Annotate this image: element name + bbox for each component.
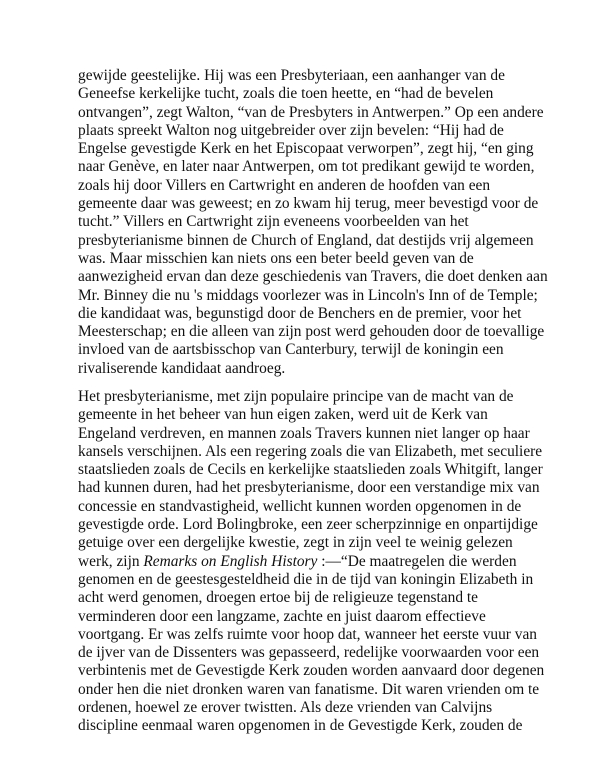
text-line xyxy=(78,570,534,589)
text-line xyxy=(78,662,545,680)
text-line xyxy=(78,286,538,305)
text-segment: onder hen die niet dronken waren van fanatisme. Dit waren vrienden om te xyxy=(78,680,540,698)
text-segment: was. Maar misschien kan niets ons een beter beeld geven van de xyxy=(78,249,474,267)
text-segment: aanwezigheid ervan dan deze geschiedenis van Travers, die doet denken aan xyxy=(78,268,548,286)
text-segment: discipline eenmaal waren opgenomen in de Gevestigde Kerk, zouden de xyxy=(78,717,523,735)
text-segment: ordenen, hoewel ze erover twistten. Als deze vrienden van Calvijns xyxy=(78,699,493,717)
text-segment: werk, zijn xyxy=(78,552,144,570)
text-line xyxy=(78,268,548,286)
text-line xyxy=(78,717,526,735)
text-line xyxy=(78,680,540,699)
text-segment: presbyterianisme binnen de Church of England, dat destijds vrij algemeen xyxy=(78,231,534,249)
text-segment: verbintenis met de Gevestigde Kerk zouden worden aanvaard door degenen xyxy=(78,662,545,680)
text-line xyxy=(78,195,539,213)
text-line xyxy=(78,516,538,534)
text-segment: genomen en de geestesgesteldheid die in de tijd van koningin Elizabeth in xyxy=(78,570,534,588)
text-segment: had kunnen duren, had het presbyterianisme, door een verstandige mix van xyxy=(78,479,540,497)
text-line xyxy=(78,534,526,552)
text-line xyxy=(78,158,535,176)
text-segment: plaats spreekt Walton nog uitgebreider over zijn bevelen: “Hij had de xyxy=(78,121,504,139)
text-line xyxy=(78,644,540,662)
text-line xyxy=(78,699,526,717)
text-line xyxy=(78,424,530,443)
text-segment: rivaliserende kandidaat aandroeg. xyxy=(78,359,286,377)
text-line xyxy=(78,360,526,378)
text-segment: zoals hij door Villers en Cartwright en anderen de hoofden van een xyxy=(78,176,491,194)
text-line xyxy=(78,608,526,626)
text-line xyxy=(78,122,526,140)
text-segment: invloed van de aartsbisschop van Canterbury, terwijl de koningin een xyxy=(78,341,504,359)
text-segment: staatslieden zoals de Cecils en kerkelijke staatslieden zoals Whitgift, langer xyxy=(78,461,543,479)
paragraph-1 xyxy=(78,67,548,378)
text-segment: gewijde geestelijke. Hij was een Presbyteriaan, een aanhanger van de xyxy=(78,67,505,84)
text-line xyxy=(78,323,545,341)
text-segment: Meesterschap; en die alleen van zijn post werd gehouden door de toevallige xyxy=(78,323,545,341)
text-line xyxy=(78,406,526,424)
text-segment: gevestigde orde. Lord Bolingbroke, een zeer scherpzinnige en onpartijdige xyxy=(78,516,538,534)
text-segment: naar Genève, en later naar Antwerpen, om tot predikant gewijd te worden, xyxy=(78,158,535,176)
text-segment: gemeente in het beheer van hun eigen zaken, werd uit de Kerk van xyxy=(78,406,488,424)
text-segment: Mr. Binney die nu 's middags voorlezer was in Lincoln's Inn of de Temple; xyxy=(78,286,538,304)
text-line xyxy=(78,479,540,497)
text-line xyxy=(78,140,534,158)
text-segment: concessie en standvastigheid, wellicht kunnen worden opgenomen in de xyxy=(78,497,522,515)
text-line xyxy=(78,103,544,122)
text-segment: acht werd genomen, droegen ertoe bij de religieuze tegenstand te xyxy=(78,589,478,607)
text-line xyxy=(78,67,526,85)
text-line xyxy=(78,625,537,644)
text-segment: voortgang. Er was zelfs ruimte voor hoop dat, wanneer het eerste vuur van xyxy=(78,625,537,643)
text-segment: de ijver van de Dissenters was gepasseerd, redelijke voorwaarden voor een xyxy=(78,644,540,662)
text-segment: Engeland verdreven, en mannen zoals Travers kunnen niet langer op haar xyxy=(78,424,530,442)
text-segment: gemeente daar was geweest; en zo kwam hij terug, meer bevestigd voor de xyxy=(78,195,539,213)
text-line xyxy=(78,85,526,103)
text-line xyxy=(78,461,543,479)
text-line xyxy=(78,589,526,607)
book-title-italic: Remarks on English History xyxy=(143,552,318,570)
text-line xyxy=(78,213,526,231)
text-line xyxy=(78,388,526,406)
text-line xyxy=(78,250,526,268)
text-line xyxy=(78,305,526,323)
text-segment: Geneefse kerkelijke tucht, zoals die toen heette, en “had de bevelen xyxy=(78,85,494,103)
text-segment: kansels verschijnen. Als een regering zoals die van Elizabeth, met seculiere xyxy=(78,442,543,460)
text-line xyxy=(78,177,526,195)
text-line xyxy=(78,341,526,359)
text-segment: Engelse gevestigde Kerk en het Episcopaat verworpen”, zegt hij, “en ging xyxy=(78,140,534,158)
text-line xyxy=(78,498,526,516)
text-segment: getuige over een dergelijke kwestie, zegt in zijn veel te weinig gelezen xyxy=(78,534,513,552)
text-line xyxy=(78,442,543,461)
text-line xyxy=(78,231,534,250)
text-segment: Het presbyterianisme, met zijn populaire principe van de macht van de xyxy=(78,388,514,405)
text-segment: ontvangen”, zegt Walton, “van de Presbyters in Antwerpen.” Op een andere xyxy=(78,103,544,121)
paragraph-2 xyxy=(78,388,545,736)
text-segment: verminderen door een langzame, zachte en juist daarom effectieve xyxy=(78,607,486,625)
text-segment: tucht.” Villers en Cartwright zijn eveneens voorbeelden van het xyxy=(78,213,469,231)
text-line xyxy=(78,553,526,571)
text-segment: die kandidaat was, begunstigd door de Benchers en de premier, voor het xyxy=(78,304,522,322)
text-segment: :—“De maatregelen die werden xyxy=(317,552,517,570)
